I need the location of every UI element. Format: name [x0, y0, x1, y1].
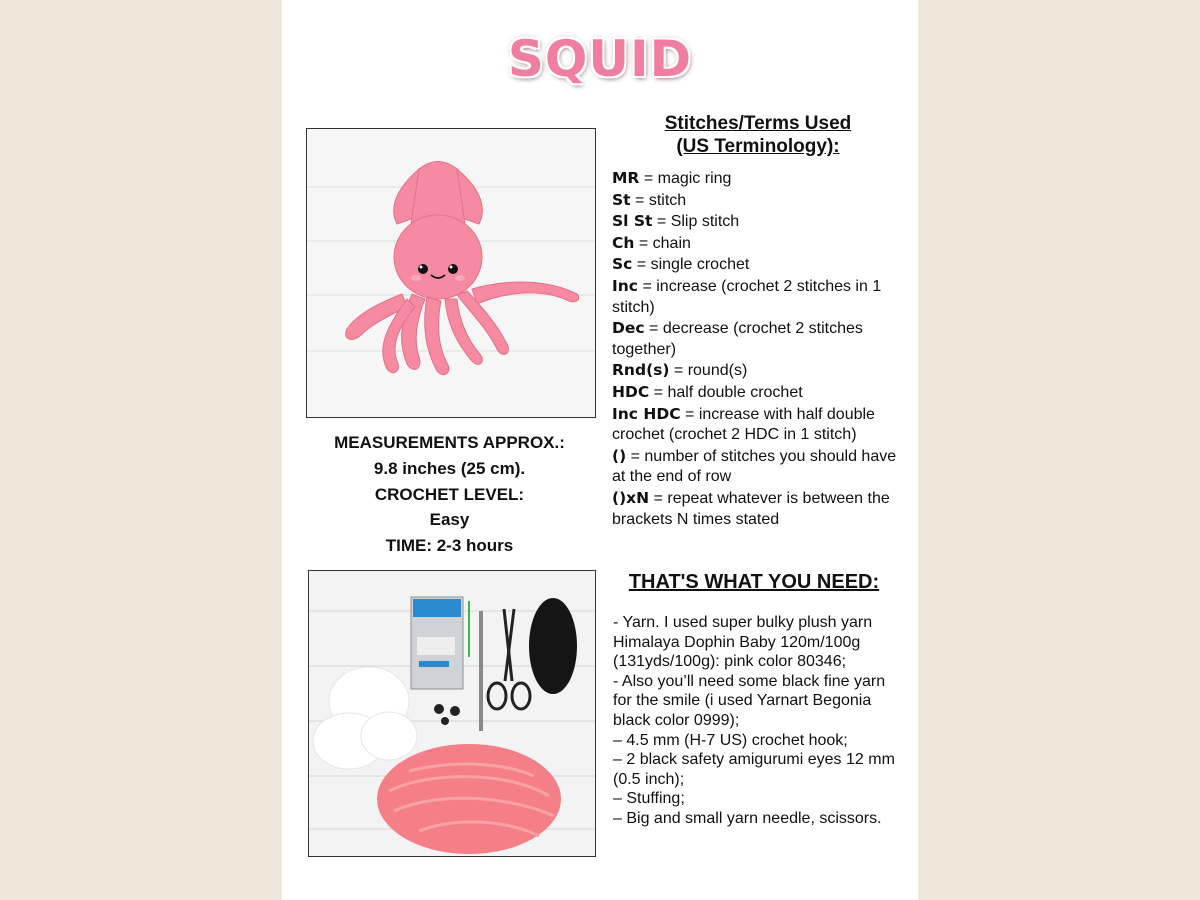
term-abbr: St [612, 190, 631, 209]
list-item: - Also you’ll need some black fine yarn for the smile (i used Yarnart Begonia black color 0999); [613, 672, 886, 729]
needs-list [613, 613, 903, 829]
term-def: = half double crochet [649, 383, 803, 401]
term-def: = increase (crochet 2 stitches in 1 stitch) [612, 277, 882, 316]
term-def: = single crochet [632, 256, 750, 274]
term-def: = magic ring [639, 170, 732, 187]
term-item [612, 360, 907, 382]
term-abbr: Sc [612, 255, 633, 274]
term-def: = round(s) [669, 362, 748, 380]
term-def: = Slip stitch [652, 213, 740, 231]
term-item [612, 446, 907, 488]
term-def: = stitch [630, 191, 687, 209]
term-abbr: MR [612, 169, 640, 187]
term-abbr: Sl St [612, 212, 653, 231]
term-item [612, 254, 907, 276]
measurements-value: 9.8 inches (25 cm). [373, 458, 526, 478]
list-item: - Yarn. I used super bulky plush yarn Himalaya Dophin Baby 120m/100g (131yds/100g): pink color 80346; [613, 614, 873, 671]
level-value: Easy [429, 510, 470, 530]
pink-yarn-icon [377, 744, 561, 854]
stitches-heading-line1: Stitches/Terms Used [664, 113, 852, 134]
term-item [612, 318, 907, 360]
list-item: – 2 black safety amigurumi eyes 12 mm (0.5 inch); [613, 751, 895, 788]
term-def: = chain [634, 234, 691, 252]
term-def: = decrease (crochet 2 stitches together) [612, 320, 863, 358]
black-yarn-icon [529, 598, 577, 694]
term-abbr: Inc [612, 276, 638, 295]
page-title: SQUID [507, 30, 693, 88]
list-item: – 4.5 mm (H-7 US) crochet hook; [613, 731, 848, 749]
term-item [612, 404, 907, 446]
term-abbr: Rnd(s) [612, 361, 670, 380]
term-abbr: ()xN [612, 488, 650, 507]
materials-photo [308, 570, 596, 857]
term-def: = increase with half double crochet (crochet 2 HDC in 1 stitch) [612, 405, 875, 444]
list-item: – Big and small yarn needle, scissors. [613, 809, 882, 827]
measurements-label: MEASUREMENTS APPROX.: [334, 433, 565, 452]
term-abbr: Ch [612, 233, 635, 252]
needs-heading: THAT'S WHAT YOU NEED: [628, 571, 880, 593]
stitches-heading [612, 112, 904, 158]
term-item [612, 190, 907, 212]
project-specs [292, 430, 607, 559]
term-def: = repeat whatever is between the brackets N times stated [612, 489, 890, 528]
term-item [612, 168, 907, 190]
terms-list [612, 168, 907, 530]
term-abbr: HDC [612, 382, 650, 401]
pattern-page [282, 0, 918, 900]
term-item [612, 233, 907, 255]
squid-photo [306, 128, 596, 418]
term-item [612, 276, 907, 318]
term-abbr: () [612, 446, 627, 465]
needle-pack-icon [411, 597, 463, 689]
list-item: – Stuffing; [613, 790, 685, 808]
term-abbr: Dec [612, 319, 645, 338]
term-item [612, 382, 907, 404]
level-label: CROCHET LEVEL: [374, 484, 525, 504]
term-item [612, 488, 907, 530]
term-abbr: Inc HDC [612, 404, 681, 423]
time-value: TIME: 2-3 hours [385, 536, 514, 556]
term-item [612, 211, 907, 233]
term-def: = number of stitches you should have at the end of row [612, 447, 897, 486]
stitches-heading-line2: (US Terminology): [676, 136, 840, 157]
